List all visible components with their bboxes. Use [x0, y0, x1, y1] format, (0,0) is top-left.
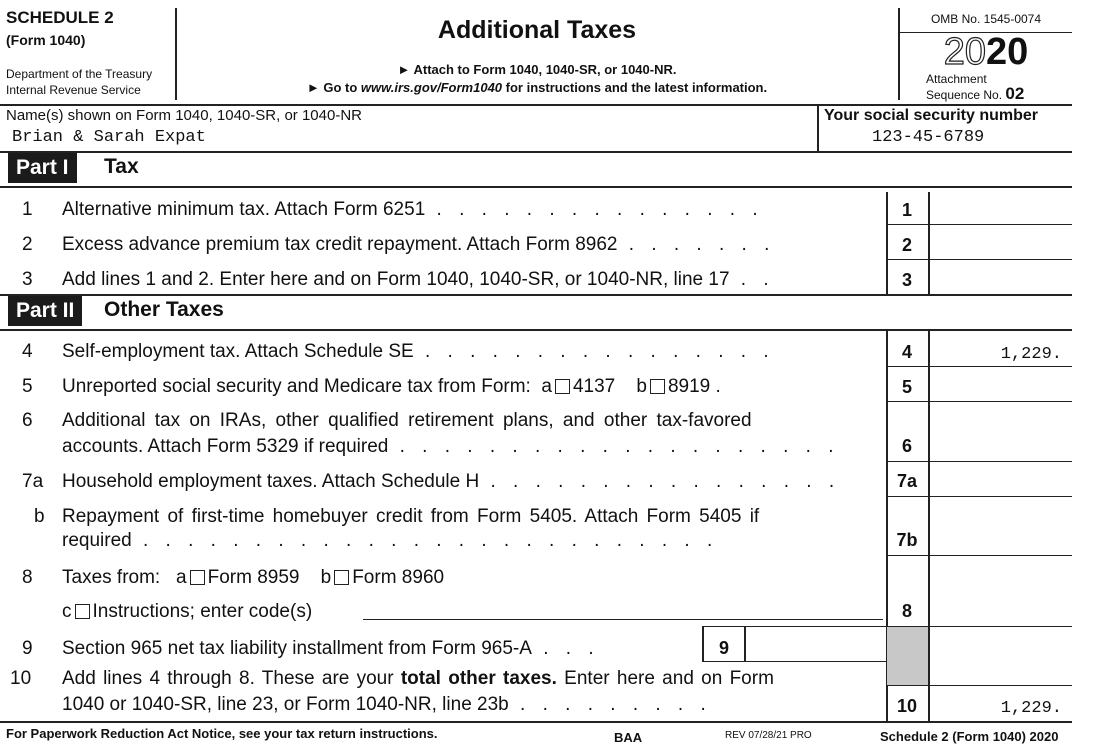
line10-label-1: Add lines 4 through 8. These are your total other taxes. Enter here and on Form: [62, 668, 774, 689]
irs-url-link[interactable]: www.irs.gov/Form1040: [360, 80, 503, 95]
form-label: (Form 1040): [6, 32, 86, 48]
part1-badge: Part I: [8, 153, 77, 183]
baa-label: BAA: [614, 730, 643, 745]
line6-label-1: Additional tax on IRAs, other qualified retirement plans, and other tax-favored: [62, 410, 752, 431]
line1-number: 1: [22, 199, 33, 220]
tax-year-outline: 20: [943, 31, 986, 73]
form-title: Additional Taxes: [437, 16, 637, 44]
shaded-cell: [887, 627, 928, 685]
goto-prefix: ► Go to: [306, 80, 361, 95]
form-8960-checkbox[interactable]: [334, 570, 349, 585]
line10-box: 10: [896, 696, 918, 716]
line4-number: 4: [22, 341, 33, 362]
line8c-code-field[interactable]: [363, 619, 883, 620]
form-8919-checkbox[interactable]: [650, 379, 665, 394]
schedule-label: SCHEDULE 2: [6, 8, 114, 27]
line9-amount[interactable]: [746, 638, 884, 660]
omb-number: OMB No. 1545-0074: [930, 12, 1042, 26]
instructions-checkbox[interactable]: [75, 604, 90, 619]
line10-label-2: 1040 or 1040-SR, line 23, or Form 1040-NR, line 23b . . . . . . . . .: [62, 694, 712, 715]
line4-amount[interactable]: 1,229.: [1000, 345, 1062, 364]
line9-box: 9: [718, 638, 729, 658]
form-4137-checkbox[interactable]: [555, 379, 570, 394]
taxpayer-name[interactable]: Brian & Sarah Expat: [12, 128, 206, 147]
line6-label-2: accounts. Attach Form 5329 if required . . . . . . . . . . . . . . . . . . . .: [62, 436, 840, 457]
attachment-label: Attachment: [926, 72, 987, 86]
line7b-label-2: required . . . . . . . . . . . . . . . . . . . . . . . . . .: [62, 530, 719, 551]
line9-number: 9: [22, 638, 33, 659]
sequence-number: 02: [1005, 84, 1025, 103]
revision-label: REV 07/28/21 PRO: [725, 730, 812, 741]
line3-label: Add lines 1 and 2. Enter here and on Form 1040, 1040-SR, or 1040-NR, line 17 . .: [62, 269, 775, 290]
line8-number: 8: [22, 567, 33, 588]
line2-box: 2: [901, 235, 912, 255]
sequence-label: Sequence No. 02: [926, 84, 1025, 103]
line7b-label-1: Repayment of first-time homebuyer credit from Form 5405. Attach Form 5405 if: [62, 506, 760, 527]
goto-instruction: [176, 80, 898, 95]
line1-box: 1: [901, 200, 912, 220]
line8-box: 8: [901, 601, 912, 621]
tax-year: [900, 30, 1072, 74]
part1-title: Tax: [104, 155, 139, 178]
line8c-label: c Instructions; enter code(s): [62, 601, 313, 622]
line5-label: Unreported social security and Medicare tax from Form: a 4137 b 8919 .: [62, 376, 721, 397]
line2-number: 2: [22, 234, 33, 255]
ssn-value[interactable]: 123-45-6789: [872, 128, 985, 147]
line7a-box: 7a: [896, 471, 918, 491]
attach-instruction: ► Attach to Form 1040, 1040-SR, or 1040-NR.: [397, 62, 677, 77]
line5-number: 5: [22, 376, 33, 397]
paperwork-notice: For Paperwork Reduction Act Notice, see your tax return instructions.: [6, 726, 438, 741]
line3-box: 3: [901, 270, 912, 290]
line8-label: Taxes from: a Form 8959 b Form 8960: [62, 567, 445, 588]
line1-label: Alternative minimum tax. Attach Form 6251 . . . . . . . . . . . . . . .: [62, 199, 764, 220]
line2-label: Excess advance premium tax credit repayment. Attach Form 8962 . . . . . . .: [62, 234, 776, 255]
part2-title: Other Taxes: [104, 298, 224, 321]
department-label: Department of the Treasury: [6, 67, 153, 81]
line10-amount[interactable]: 1,229.: [1000, 699, 1062, 718]
line10-number: 10: [10, 668, 32, 689]
name-label: Name(s) shown on Form 1040, 1040-SR, or 1040-NR: [6, 107, 362, 124]
line4-label: Self-employment tax. Attach Schedule SE . . . . . . . . . . . . . . . .: [62, 341, 775, 362]
irs-label: Internal Revenue Service: [6, 83, 141, 97]
line7b-box: 7b: [896, 530, 918, 550]
part2-badge: Part II: [8, 296, 82, 326]
line6-number: 6: [22, 410, 33, 431]
ssn-label: Your social security number: [824, 107, 1038, 124]
goto-suffix: for instructions and the latest information.: [502, 80, 768, 95]
line9-label: Section 965 net tax liability installment from Form 965-A . . .: [62, 638, 600, 659]
line7b-number: b: [34, 506, 45, 527]
line5-box: 5: [901, 377, 912, 397]
line7a-number: 7a: [22, 471, 44, 492]
tax-year-bold: 20: [986, 31, 1029, 73]
footer-form-id: Schedule 2 (Form 1040) 2020: [880, 729, 1059, 744]
line4-box: 4: [901, 342, 912, 362]
line3-number: 3: [22, 269, 33, 290]
line7a-label: Household employment taxes. Attach Schedule H . . . . . . . . . . . . . . . .: [62, 471, 841, 492]
form-8959-checkbox[interactable]: [190, 570, 205, 585]
line6-box: 6: [901, 436, 912, 456]
